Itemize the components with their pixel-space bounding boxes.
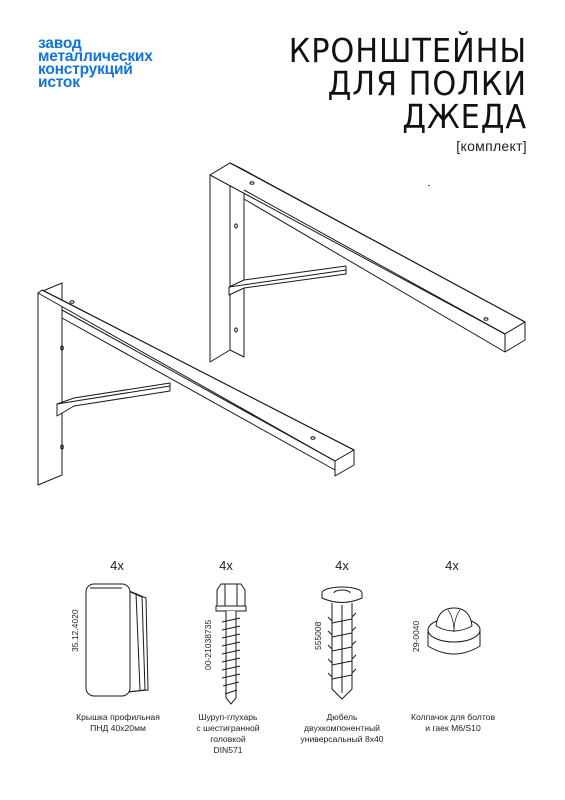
caption-line: Колпачок для болтов (410, 712, 496, 722)
caption-line: ПНД 40х20мм (90, 723, 146, 733)
caption-line: универсальный 8х40 (300, 734, 384, 744)
title-line: КРОНШТЕЙНЫ (288, 31, 527, 70)
lag-screw-icon (213, 580, 249, 705)
caption-line: Дюбель (326, 712, 358, 722)
caption-line: Шуруп-глухарь (198, 712, 258, 722)
part-4-caption (402, 712, 504, 734)
brand-line: завод (38, 35, 82, 52)
part-3-quantity: 4x (335, 558, 349, 573)
bracket-back (210, 163, 525, 362)
part-2-caption (178, 712, 278, 756)
part-1-caption (62, 712, 174, 734)
part-2-quantity: 4x (219, 558, 233, 573)
part-3-caption (288, 712, 396, 745)
caption-line: двухкомпонентный (304, 723, 380, 733)
part-4-quantity: 4x (445, 558, 459, 573)
profile-cap-icon (82, 580, 154, 702)
part-3-code: 555008 (313, 621, 323, 650)
part-2-code: 00-21038735 (203, 619, 213, 670)
part-1-code: 35.12.4020 (70, 609, 80, 652)
part-4-code: 29-0040 (411, 620, 421, 652)
title-line: ДЖЕДА (402, 97, 527, 136)
brand-line: исток (38, 74, 80, 91)
caption-line: головкой (210, 734, 246, 744)
brand-line: металлических (38, 48, 153, 65)
bracket-front (38, 283, 354, 485)
caption-line: DIN571 (213, 745, 243, 755)
bolt-cap-icon (424, 604, 484, 664)
caption-line: с шестигранной (196, 723, 260, 733)
part-1-quantity: 4x (110, 558, 124, 573)
caption-line: Крышка профильная (76, 712, 160, 722)
caption-line: и гаек M6/S10 (425, 723, 481, 733)
brand-line: конструкций (38, 61, 133, 78)
wall-plug-icon (318, 583, 368, 703)
page-subtitle: [комплект] (456, 138, 527, 154)
title-line: ДЛЯ ПОЛКИ (327, 64, 527, 103)
